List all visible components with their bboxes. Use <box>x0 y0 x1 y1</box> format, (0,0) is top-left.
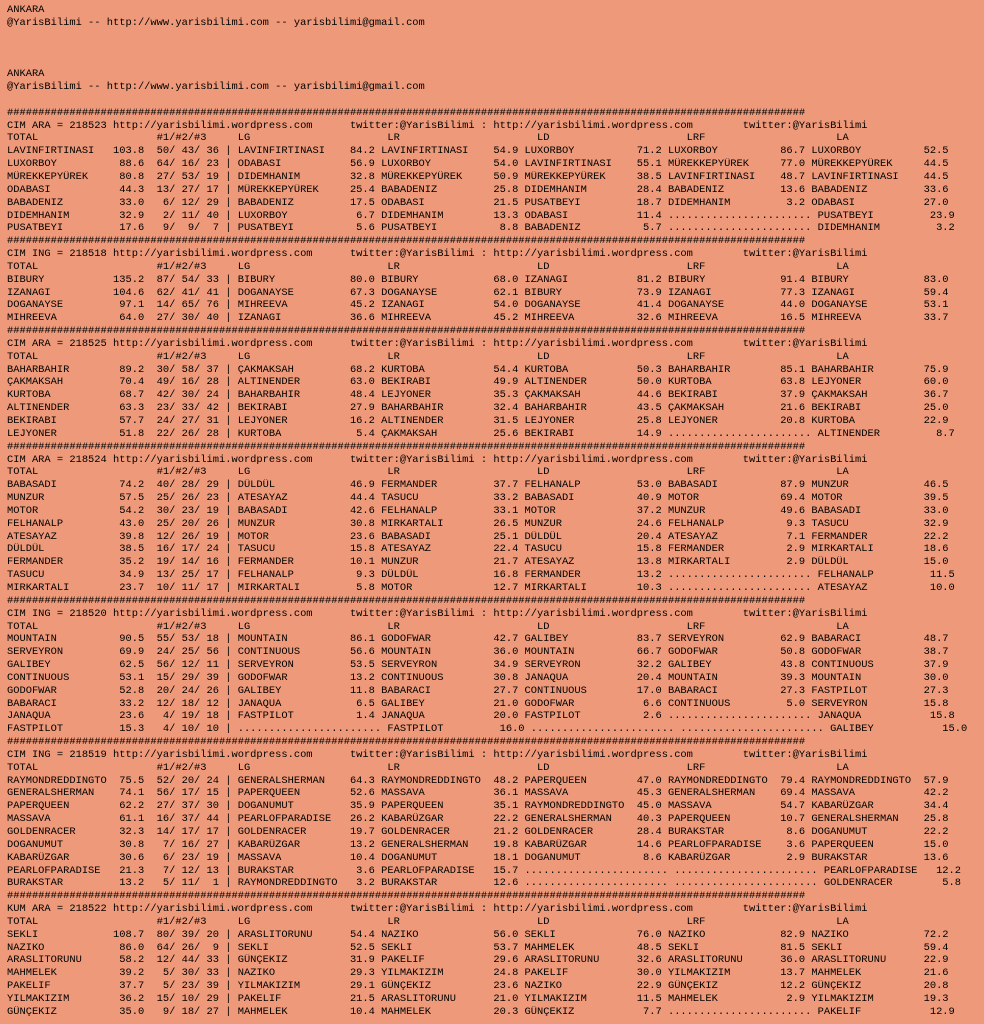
race-section <box>7 235 984 325</box>
column-header: TOTAL #1/#2/#3 LG LR LD LRF LA <box>7 761 849 774</box>
table-row: FASTPILOT 15.3 4/ 10/ 10 | ....................... FASTPILOT 16.0 ....................... ....................... GALIBEY 15.0 <box>7 723 968 736</box>
race-tables <box>7 107 984 1019</box>
table-row: CONTINUOUS 53.1 15/ 29/ 39 | GODOFWAR 13.2 CONTINUOUS 30.8 JANAQUA 20.4 MOUNTAIN 39.3 MOUNTAIN 30.0 <box>7 671 949 684</box>
race-title: KUM ARA = 218522 http://yarisbilimi.wordpress.com twitter:@YarisBilimi : http://yarisbilimi.wordpress.com twitter:@YarisBilimi <box>7 903 868 916</box>
table-row: MÜREKKEPYÜREK 80.8 27/ 53/ 19 | DIDEMHANIM 32.8 MÜREKKEPYÜREK 50.9 MÜREKKEPYÜREK 38.5 LAVINFIRTINASI 48.7 LAVINFIRTINASI 44.5 <box>7 170 949 183</box>
table-row: KABARÜZGAR 30.6 6/ 23/ 19 | MASSAVA 10.4 DOGANUMUT 18.1 DOGANUMUT 8.6 KABARÜZGAR 2.9 BURAKSTAR 13.6 <box>7 851 949 864</box>
race-title: CIM ING = 218519 http://yarisbilimi.wordpress.com twitter:@YarisBilimi : http://yarisbilimi.wordpress.com twitter:@YarisBilimi <box>7 748 868 761</box>
separator-line: ################################################################################################################################ <box>7 235 806 248</box>
separator-line: ################################################################################################################################ <box>7 440 806 453</box>
table-row: GALIBEY 62.5 56/ 12/ 11 | SERVEYRON 53.5 SERVEYRON 34.9 SERVEYRON 32.2 GALIBEY 43.8 CONTINUOUS 37.9 <box>7 659 949 672</box>
race-section <box>7 441 984 595</box>
table-row: GODOFWAR 52.8 20/ 24/ 26 | GALIBEY 11.8 BABARACI 27.7 CONTINUOUS 17.0 BABARACI 27.3 FASTPILOT 27.3 <box>7 684 949 697</box>
table-row: MIHREEVA 64.0 27/ 30/ 40 | IZANAGI 36.6 MIHREEVA 45.2 MIHREEVA 32.6 MIHREEVA 16.5 MIHREEVA 33.7 <box>7 312 949 325</box>
table-row: RAYMONDREDDINGTO 75.5 52/ 20/ 24 | GENERALSHERMAN 64.3 RAYMONDREDDINGTO 48.2 PAPERQUEEN 47.0 RAYMONDREDDINGTO 79.4 RAYMONDREDDINGTO 57.9 <box>7 774 949 787</box>
table-row: BIBURY 135.2 87/ 54/ 33 | BIBURY 80.0 BIBURY 68.0 IZANAGI 81.2 BIBURY 91.4 BIBURY 83.0 <box>7 273 949 286</box>
race-section <box>7 736 984 890</box>
table-row: ÇAKMAKSAH 70.4 49/ 16/ 28 | ALTINENDER 63.0 BEKIRABI 49.9 ALTINENDER 50.0 KURTOBA 63.8 LEJYONER 60.0 <box>7 376 949 389</box>
table-row: BURAKSTAR 13.2 5/ 11/ 1 | RAYMONDREDDINGTO 3.2 BURAKSTAR 12.6 ....................... ....................... GOLDENRACER 5.8 <box>7 877 962 890</box>
table-row: BABARACI 33.2 12/ 18/ 12 | JANAQUA 6.5 GALIBEY 21.0 GODOFWAR 6.6 CONTINUOUS 5.0 SERVEYRON 15.8 <box>7 697 949 710</box>
separator-line: ################################################################################################################################ <box>7 325 806 338</box>
table-row: MOUNTAIN 90.5 55/ 53/ 18 | MOUNTAIN 86.1 GODOFWAR 42.7 GALIBEY 83.7 SERVEYRON 62.9 BABARACI 48.7 <box>7 633 949 646</box>
column-header: TOTAL #1/#2/#3 LG LR LD LRF LA <box>7 132 849 145</box>
spacer <box>7 43 984 56</box>
spacer <box>7 55 984 68</box>
race-section <box>7 595 984 736</box>
race-section <box>7 325 984 441</box>
race-title: CIM ARA = 218525 http://yarisbilimi.wordpress.com twitter:@YarisBilimi : http://yarisbilimi.wordpress.com twitter:@YarisBilimi <box>7 337 868 350</box>
table-row: GENERALSHERMAN 74.1 56/ 17/ 15 | PAPERQUEEN 52.6 MASSAVA 36.1 MASSAVA 45.3 GENERALSHERMAN 69.4 MASSAVA 42.2 <box>7 787 949 800</box>
table-row: MUNZUR 57.5 25/ 26/ 23 | ATESAYAZ 44.4 TASUCU 33.2 BABASADI 40.9 MOTOR 69.4 MOTOR 39.5 <box>7 492 949 505</box>
table-row: PUSATBEYI 17.6 9/ 9/ 7 | PUSATBEYI 5.6 PUSATBEYI 8.8 BABADENIZ 5.7 ....................... DIDEMHANIM 3.2 <box>7 222 955 235</box>
table-row: FERMANDER 35.2 19/ 14/ 16 | FERMANDER 10.1 MUNZUR 21.7 ATESAYAZ 13.8 MIRKARTALI 2.9 DÜLDÜL 15.0 <box>7 556 949 569</box>
table-row: BAHARBAHIR 89.2 30/ 58/ 37 | ÇAKMAKSAH 68.2 KURTOBA 54.4 KURTOBA 50.3 BAHARBAHIR 85.1 BAHARBAHIR 75.9 <box>7 363 949 376</box>
table-row: MASSAVA 61.1 16/ 37/ 44 | PEARLOFPARADISE 26.2 KABARÜZGAR 22.2 GENERALSHERMAN 40.3 PAPERQUEEN 10.7 GENERALSHERMAN 25.8 <box>7 813 949 826</box>
table-row: MIRKARTALI 23.7 10/ 11/ 17 | MIRKARTALI 5.8 MOTOR 12.7 MIRKARTALI 10.3 ....................... ATESAYAZ 10.0 <box>7 581 955 594</box>
table-row: GOLDENRACER 32.3 14/ 17/ 17 | GOLDENRACER 19.7 GOLDENRACER 21.2 GOLDENRACER 28.4 BURAKSTAR 8.6 DOGANUMUT 22.2 <box>7 826 949 838</box>
table-row: PEARLOFPARADISE 21.3 7/ 12/ 13 | BURAKSTAR 3.6 PEARLOFPARADISE 15.7 ....................... ....................... PEARLOFPARADISE 12.2 <box>7 864 962 877</box>
page-title: ANKARA <box>7 4 45 16</box>
table-row: DIDEMHANIM 32.9 2/ 11/ 40 | LUXORBOY 6.7 DIDEMHANIM 13.3 ODABASI 11.4 ....................... PUSATBEYI 23.9 <box>7 209 955 222</box>
page-credit-line-repeat: @YarisBilimi -- http://www.yarisbilimi.com -- yarisbilimi@gmail.com <box>7 81 425 94</box>
race-section <box>7 107 984 235</box>
table-row: GÜNÇEKIZ 35.0 9/ 18/ 27 | MAHMELEK 10.4 MAHMELEK 20.3 GÜNÇEKIZ 7.7 ....................... PAKELIF 12.9 <box>7 1005 955 1018</box>
race-title: CIM ARA = 218523 http://yarisbilimi.wordpress.com twitter:@YarisBilimi : http://yarisbilimi.wordpress.com twitter:@YarisBilimi <box>7 119 868 132</box>
race-title: CIM ING = 218520 http://yarisbilimi.wordpress.com twitter:@YarisBilimi : http://yarisbilimi.wordpress.com twitter:@YarisBilimi <box>7 607 868 620</box>
page-title-repeat: ANKARA <box>7 68 45 81</box>
race-title: CIM ING = 218518 http://yarisbilimi.wordpress.com twitter:@YarisBilimi : http://yarisbilimi.wordpress.com twitter:@YarisBilimi <box>7 248 868 261</box>
table-row: PAKELIF 37.7 5/ 23/ 39 | YILMAKIZIM 29.1 GÜNÇEKIZ 23.6 NAZIKO 22.9 GÜNÇEKIZ 12.2 GÜNÇEKIZ 20.8 <box>7 980 949 993</box>
table-row: DOGANAYSE 97.1 14/ 65/ 76 | MIHREEVA 45.2 IZANAGI 54.0 DOGANAYSE 41.4 DOGANAYSE 44.0 DOGANAYSE 53.1 <box>7 299 949 312</box>
race-section <box>7 890 984 1018</box>
table-row: MOTOR 54.2 30/ 23/ 19 | BABASADI 42.6 FELHANALP 33.1 MOTOR 37.2 MUNZUR 49.6 BABASADI 33.0 <box>7 504 949 517</box>
column-header: TOTAL #1/#2/#3 LG LR LD LRF LA <box>7 466 849 479</box>
race-title: CIM ARA = 218524 http://yarisbilimi.wordpress.com twitter:@YarisBilimi : http://yarisbilimi.wordpress.com twitter:@YarisBilimi <box>7 453 868 466</box>
table-row: JANAQUA 23.6 4/ 19/ 18 | FASTPILOT 1.4 JANAQUA 20.0 FASTPILOT 2.6 ....................... JANAQUA 15.8 <box>7 710 955 723</box>
column-header: TOTAL #1/#2/#3 LG LR LD LRF LA <box>7 260 849 273</box>
column-header: TOTAL #1/#2/#3 LG LR LD LRF LA <box>7 915 849 928</box>
table-row: LUXORBOY 88.6 64/ 16/ 23 | ODABASI 56.9 LUXORBOY 54.0 LAVINFIRTINASI 55.1 MÜREKKEPYÜREK 77.0 MÜREKKEPYÜREK 44.5 <box>7 158 949 171</box>
table-row: MAHMELEK 39.2 5/ 30/ 33 | NAZIKO 29.3 YILMAKIZIM 24.8 PAKELIF 30.0 YILMAKIZIM 13.7 MAHMELEK 21.6 <box>7 967 949 980</box>
table-row: LAVINFIRTINASI 103.8 50/ 43/ 36 | LAVINFIRTINASI 84.2 LAVINFIRTINASI 54.9 LUXORBOY 71.2 LUXORBOY 86.7 LUXORBOY 52.5 <box>7 145 949 158</box>
separator-line: ################################################################################################################################ <box>7 736 806 749</box>
table-row: SERVEYRON 69.9 24/ 25/ 56 | CONTINUOUS 56.6 MOUNTAIN 36.0 MOUNTAIN 66.7 GODOFWAR 50.8 GODOFWAR 38.7 <box>7 646 949 659</box>
page-credit-line: @YarisBilimi -- http://www.yarisbilimi.com -- yarisbilimi@gmail.com <box>7 16 425 29</box>
table-row: BABASADI 74.2 40/ 28/ 29 | DÜLDÜL 46.9 FERMANDER 37.7 FELHANALP 53.0 BABASADI 87.9 MUNZUR 46.5 <box>7 479 949 492</box>
table-row: IZANAGI 104.6 62/ 41/ 41 | DOGANAYSE 67.3 DOGANAYSE 62.1 BIBURY 73.9 IZANAGI 77.3 IZANAGI 59.4 <box>7 286 949 299</box>
table-row: DÜLDÜL 38.5 16/ 17/ 24 | TASUCU 15.8 ATESAYAZ 22.4 TASUCU 15.8 FERMANDER 2.9 MIRKARTALI 18.6 <box>7 543 949 556</box>
table-row: FELHANALP 43.0 25/ 20/ 26 | MUNZUR 30.8 MIRKARTALI 26.5 MUNZUR 24.6 FELHANALP 9.3 TASUCU 32.9 <box>7 517 949 530</box>
table-row: ODABASI 44.3 13/ 27/ 17 | MÜREKKEPYÜREK 25.4 BABADENIZ 25.8 DIDEMHANIM 28.4 BABADENIZ 13.6 BABADENIZ 33.6 <box>7 183 949 196</box>
column-header: TOTAL #1/#2/#3 LG LR LD LRF LA <box>7 620 849 633</box>
table-row: ARASLITORUNU 58.2 12/ 44/ 33 | GÜNÇEKIZ 31.9 PAKELIF 29.6 ARASLITORUNU 32.6 ARASLITORUNU 36.0 ARASLITORUNU 22.9 <box>7 954 949 967</box>
table-row: PAPERQUEEN 62.2 27/ 37/ 30 | DOGANUMUT 35.9 PAPERQUEEN 35.1 RAYMONDREDDINGTO 45.0 MASSAVA 54.7 KABARÜZGAR 34.4 <box>7 800 949 813</box>
table-row: KURTOBA 68.7 42/ 30/ 24 | BAHARBAHIR 48.4 LEJYONER 35.3 ÇAKMAKSAH 44.6 BEKIRABI 37.9 ÇAKMAKSAH 36.7 <box>7 389 949 402</box>
table-row: TASUCU 34.9 13/ 25/ 17 | FELHANALP 9.3 DÜLDÜL 16.8 FERMANDER 13.2 ....................... FELHANALP 11.5 <box>7 569 955 582</box>
table-row: DOGANUMUT 30.8 7/ 16/ 27 | KABARÜZGAR 13.2 GENERALSHERMAN 19.8 KABARÜZGAR 14.6 PEARLOFPARADISE 3.6 PAPERQUEEN 15.0 <box>7 838 949 851</box>
table-row: BABADENIZ 33.0 6/ 12/ 29 | BABADENIZ 17.5 ODABASI 21.5 PUSATBEYI 18.7 DIDEMHANIM 3.2 ODABASI 27.0 <box>7 196 949 209</box>
table-row: YILMAKIZIM 36.2 15/ 10/ 29 | PAKELIF 21.5 ARASLITORUNU 21.0 YILMAKIZIM 11.5 MAHMELEK 2.9 YILMAKIZIM 19.3 <box>7 992 949 1005</box>
table-row: ALTINENDER 63.3 23/ 33/ 42 | BEKIRABI 27.9 BAHARBAHIR 32.4 BAHARBAHIR 43.5 ÇAKMAKSAH 21.6 BEKIRABI 25.0 <box>7 402 949 415</box>
separator-line: ################################################################################################################################ <box>7 106 806 119</box>
column-header: TOTAL #1/#2/#3 LG LR LD LRF LA <box>7 350 849 363</box>
table-row: BEKIRABI 57.7 24/ 27/ 31 | LEJYONER 16.2 ALTINENDER 31.5 LEJYONER 25.8 LEJYONER 20.8 KURTOBA 22.9 <box>7 415 949 427</box>
table-row: LEJYONER 51.8 22/ 26/ 28 | KURTOBA 5.4 ÇAKMAKSAH 25.6 BEKIRABI 14.9 ....................... ALTINENDER 8.7 <box>7 427 955 440</box>
spacer <box>7 30 984 43</box>
table-row: NAZIKO 86.0 64/ 26/ 9 | SEKLI 52.5 SEKLI 53.7 MAHMELEK 48.5 SEKLI 81.5 SEKLI 59.4 <box>7 941 949 954</box>
separator-line: ################################################################################################################################ <box>7 890 806 903</box>
table-row: SEKLI 108.7 80/ 39/ 20 | ARASLITORUNU 54.4 NAZIKO 56.0 SEKLI 76.0 NAZIKO 82.9 NAZIKO 72.2 <box>7 928 949 941</box>
spacer <box>7 94 984 107</box>
table-row: ATESAYAZ 39.8 12/ 26/ 19 | MOTOR 23.6 BABASADI 25.1 DÜLDÜL 20.4 ATESAYAZ 7.1 FERMANDER 22.2 <box>7 530 949 543</box>
separator-line: ################################################################################################################################ <box>7 594 806 607</box>
